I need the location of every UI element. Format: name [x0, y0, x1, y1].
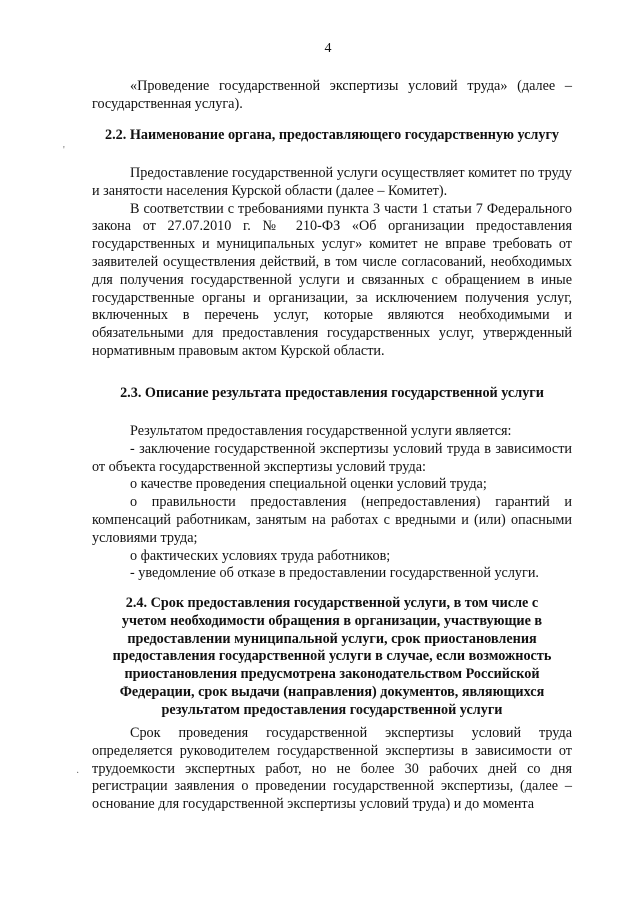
section-2-4-heading-line: 2.4. Срок предоставления государственной услуги, в том числе с	[125, 595, 539, 611]
section-2-3-sub-2: о правильности предоставления (непредоставления) гарантий и компенсаций работникам, занятым на работах с вредными и (или) опасными условиями труда;	[92, 494, 572, 546]
section-2-4-heading-line: учетом необходимости обращения в организации, участвующие в	[121, 612, 543, 629]
section-2-3-lead: Результатом предоставления государственной услуги является:	[130, 423, 512, 439]
page-number: 4	[324, 41, 332, 56]
section-2-4-heading-line: результатом предоставления государственной услуги	[161, 701, 503, 718]
section-2-4-paragraph-1: Срок проведения государственной экспертизы условий труда определяется руководителем государственной экспертизы в зависимости от трудоемкости экспертных работ, но не более 30 рабочих дней со дня регистрации заявления о проведении государственной экспертизы, (далее – основание для государственной экспертизы условий труда) и до момента	[92, 725, 572, 813]
section-2-3-body	[92, 423, 572, 583]
section-2-4-heading-line: Федерации, срок выдачи (направления) документов, являющихся	[119, 683, 545, 700]
section-2-4-body	[92, 725, 572, 814]
section-2-2-paragraph-2: В соответствии с требованиями пункта 3 части 1 статьи 7 Федерального закона от 27.07.2010 г. № 210-ФЗ «Об организации предоставления государственных и муниципальных услуг» комитет не вправе требовать от заявителей осуществления действий, в том числе согласований, необходимых для получения государственной услуги и связанных с обращением в иные государственные органы и организации, за исключением получения услуг, включенных в перечень услуг, которые являются необходимыми и обязательными для предоставления государственных услуг, утвержденный нормативным правовым актом Курской области.	[92, 200, 572, 359]
section-2-2-body	[92, 165, 572, 361]
section-2-4-heading-line: предоставления государственной услуги в случае, если возможность	[112, 648, 552, 665]
section-2-4-heading-line: предоставлении муниципальной услуги, срок приостановления	[127, 630, 537, 647]
intro-paragraph: «Проведение государственной экспертизы условий труда» (далее – государственная услуга).	[92, 78, 572, 112]
scan-speck: ·	[76, 768, 80, 779]
section-2-2-heading: 2.2. Наименование органа, предоставляющего государственную услугу	[104, 127, 560, 143]
section-2-3-sub-1: о качестве проведения специальной оценки условий труда;	[130, 476, 487, 493]
section-2-4-heading-line: приостановления предусмотрена законодательством Российской	[124, 666, 540, 683]
section-2-3-sub-3: о фактических условиях труда работников;	[130, 547, 391, 564]
scan-speck: '	[63, 145, 65, 156]
section-2-3-item-1: - заключение государственной экспертизы условий труда в зависимости от объекта государственной экспертизы условий труда:	[92, 440, 572, 475]
section-2-4-heading	[92, 595, 572, 720]
section-2-3-item-2: - уведомление об отказе в предоставлении государственной услуги.	[130, 565, 539, 582]
section-2-3-heading: 2.3. Описание результата предоставления государственной услуги	[120, 385, 544, 401]
section-2-2-paragraph-1: Предоставление государственной услуги осуществляет комитет по труду и занятости населения Курской области (далее – Комитет).	[92, 165, 572, 199]
